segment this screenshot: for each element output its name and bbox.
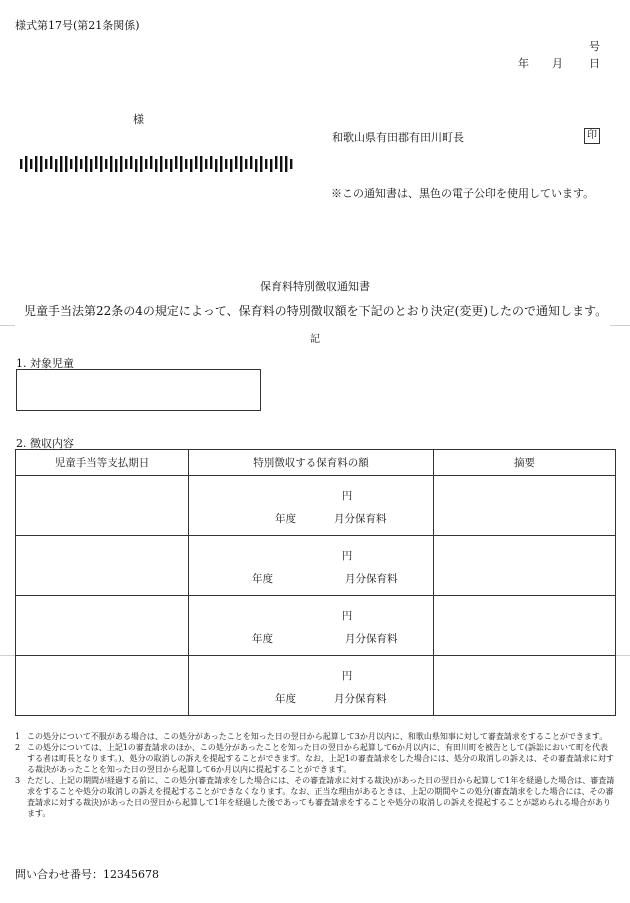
table-row [16, 476, 616, 536]
fee-amount-cell [189, 656, 434, 716]
yen-unit: 円 [341, 670, 353, 682]
seal-notice: ※この通知書は、黒色の電子公印を使用しています。 [331, 187, 595, 200]
table-row [16, 596, 616, 656]
yen-unit: 円 [341, 550, 353, 562]
note-text: ただし、上記の期間が経過する前に、この処分(審査請求をした場合には、その審査請求に対する裁決)があった日の翌日から起算して1年を経過した場合は、審査請求をすることや処分の取消しの訴えを提起することができなくなります。なお、正当な理由があるときは、上記の期間やこの処分(審査請求をした場合には、その審査請求に対する裁決)があった日の翌日から起算して1年を経過した後であっても審査請求をすることや処分の取消しの訴えを提起することが認められる場合があります。 [27, 776, 615, 818]
ki-label: 記 [310, 334, 320, 345]
month-fee-label: 月分保育料 [334, 693, 387, 705]
issuer-name: 和歌山県有田郡有田川町長 [332, 131, 464, 144]
note-number: 2 [15, 743, 21, 752]
table-row [16, 656, 616, 716]
legal-note [15, 731, 615, 742]
date-year: 年 [518, 57, 529, 70]
fee-amount-cell [189, 536, 434, 596]
note-text: この処分については、上記1の審査請求のほか、この処分があったことを知った日の翌日から起算して6か月以内に、有田川町を被告として(訴訟において町を代表する者は町長となります。)、処分の取消しの訴えを提起することができます。なお、上記1の審査請求をした場合には、処分の取消しの訴えは、その審査請求に対する裁決があったことを知った日の翌日から起算して6か月以内に提起することができます。 [27, 743, 614, 774]
fold-mark-left-top [0, 325, 15, 326]
fiscal-year-label: 年度 [252, 573, 273, 585]
number-label: 号 [589, 40, 600, 53]
postal-barcode [20, 156, 296, 172]
fold-mark-right-top [610, 325, 630, 326]
fee-amount-cell [189, 596, 434, 656]
seal-mark: 印 [584, 128, 600, 144]
date-day: 日 [589, 57, 600, 70]
form-label: 様式第17号(第21条関係) [15, 19, 140, 32]
remarks-cell [434, 476, 616, 536]
inquiry-number: 問い合わせ番号：12345678 [15, 868, 159, 881]
target-child-box [16, 369, 261, 411]
fiscal-year-label: 年度 [275, 693, 296, 705]
document-title: 保育料特別徴収通知書 [260, 280, 370, 293]
intro-text: 児童手当法第22条の4の規定によって、保育料の特別徴収額を下記のとおり決定(変更)したので通知します。 [24, 304, 608, 318]
table-row [16, 536, 616, 596]
note-text: この処分について不服がある場合は、この処分があったことを知った日の翌日から起算して3か月以内に、和歌山県知事に対して審査請求をすることができます。 [27, 732, 608, 741]
legal-note [15, 742, 615, 775]
legal-note [15, 775, 615, 819]
fiscal-year-label: 年度 [252, 633, 273, 645]
header-fee-amount: 特別徴収する保育料の額 [189, 450, 434, 476]
remarks-cell [434, 656, 616, 716]
fold-mark-left-bottom [0, 655, 15, 656]
yen-unit: 円 [341, 610, 353, 622]
remarks-cell [434, 536, 616, 596]
collection-table [15, 449, 616, 716]
remarks-cell [434, 596, 616, 656]
header-payment-date: 児童手当等支払期日 [16, 450, 189, 476]
month-fee-label: 月分保育料 [334, 513, 387, 525]
date-month: 月 [552, 57, 563, 70]
fee-amount-cell [189, 476, 434, 536]
note-number: 1 [15, 732, 21, 741]
fiscal-year-label: 年度 [275, 513, 296, 525]
table-header-row [16, 450, 616, 476]
payment-date-cell [16, 656, 189, 716]
section-collection-label: 2. 徴収内容 [16, 437, 74, 450]
payment-date-cell [16, 596, 189, 656]
payment-date-cell [16, 536, 189, 596]
header-remarks: 摘要 [434, 450, 616, 476]
recipient-honorific: 様 [133, 113, 144, 126]
note-number: 3 [15, 776, 21, 785]
payment-date-cell [16, 476, 189, 536]
month-fee-label: 月分保育料 [345, 573, 398, 585]
section-target-child-label: 1. 対象児童 [16, 357, 74, 370]
yen-unit: 円 [341, 490, 353, 502]
legal-notes [15, 731, 615, 819]
month-fee-label: 月分保育料 [345, 633, 398, 645]
